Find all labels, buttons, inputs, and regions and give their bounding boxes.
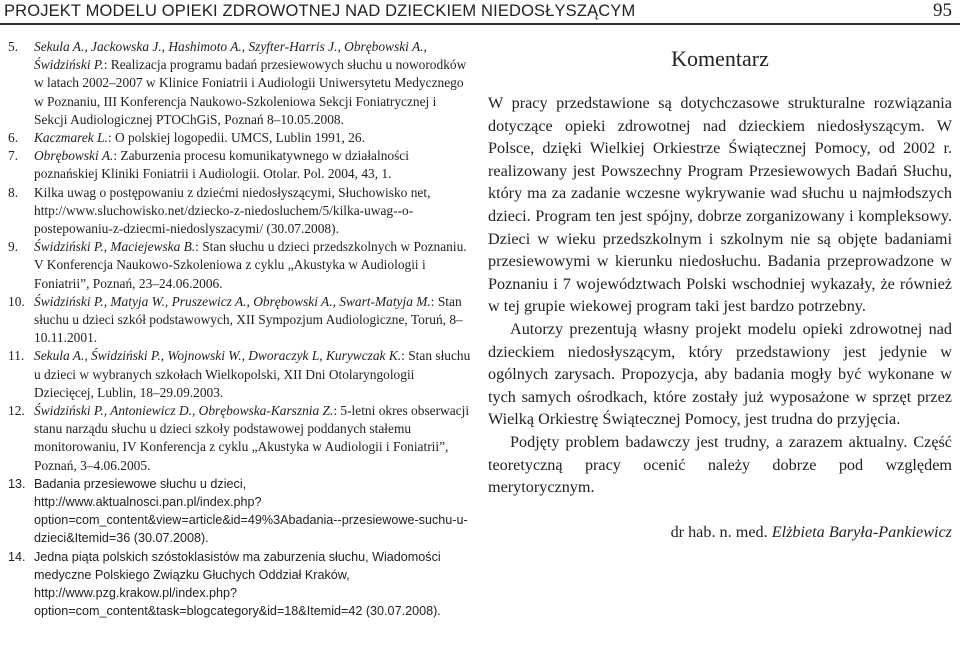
reference-item	[8, 238, 472, 293]
commentary-box	[488, 40, 952, 542]
reference-item	[8, 293, 472, 348]
commentary-paragraph-3: Podjęty problem badawczy jest trudny, a zarazem aktualny. Część teoretyczną pracy ocenić należy dobrze pod względem merytorycznym.	[488, 432, 952, 497]
commentary-title: Komentarz	[671, 46, 769, 71]
reference-number: 13.	[8, 476, 26, 491]
running-title: PROJEKT MODELU OPIEKI ZDROWOTNEJ NAD DZIECKIEM NIEDOSŁYSZĄCYM	[4, 2, 636, 20]
reference-number: 9.	[8, 239, 19, 255]
reference-authors: Obrębowski A.	[34, 148, 114, 164]
header-rule	[0, 23, 960, 25]
reference-text: : O polskiej logopedii. UMCS, Lublin 1991, 26.	[107, 130, 365, 146]
reference-item	[8, 184, 472, 239]
reference-item	[8, 147, 472, 183]
signature-prefix: dr hab. n. med.	[670, 522, 768, 541]
reference-text: Jedna piąta polskich szóstoklasistów ma zaburzenia słuchu, Wiadomości medyczne Polskiego Związku Głuchych Oddział Kraków, http://www.pzg.krakow.pl/index.php?option=com_content&task=blogcategory&id=18&Itemid=42 (30.07.2008).	[34, 549, 441, 619]
reference-number: 11.	[8, 348, 25, 364]
reference-item	[8, 347, 472, 402]
reference-authors: Kaczmarek L.	[34, 130, 108, 146]
reference-text: : Stan słuchu u dzieci w wybranych szkołach Wielkopolski, XII Dni Otolaryngologii Dziecięcej, Lublin, 18–29.09.2003.	[34, 348, 471, 400]
reference-item	[8, 402, 472, 475]
page-header	[0, 0, 960, 24]
reference-text: : Realizacja programu badań przesiewowych słuchu u noworodków w latach 2002–2007 w Klinice Foniatrii i Audiologii Uniwersytetu Medycznego w Poznaniu, III Konferencja Naukowo-Szkoleniowa Sekcji Foniatrycznej i Sekcji Audiologicznej PTOChGiS, Poznań 8–10.05.2008.	[34, 57, 467, 127]
reference-number: 6.	[8, 130, 19, 146]
reference-authors: Świdziński P., Antoniewicz D., Obrębowska-Karsznia Z.	[34, 403, 334, 419]
reference-number: 5.	[8, 39, 19, 54]
reference-text: Badania przesiewowe słuchu u dzieci, http://www.aktualnosci.pan.pl/index.php?option=com_content&view=article&id=49%3Abadania--przesiewowe-suchu-u-dzieci&Itemid=36 (30.07.2008).	[34, 476, 468, 546]
reference-authors: Sekula A., Świdziński P., Wojnowski W., Dworaczyk L, Kurywczak K.	[34, 348, 402, 364]
reference-number: 10.	[8, 293, 25, 309]
signature-name: Elżbieta Baryła-Pankiewicz	[771, 522, 952, 541]
reference-authors: Świdziński P., Matyja W., Pruszewicz A., Obrębowski A., Swart-Matyja M.	[34, 293, 431, 309]
reference-text: : Stan słuchu u dzieci szkół podstawowych, XII Sympozjum Audiologiczne, Toruń, 8–10.11.2001.	[34, 293, 463, 346]
reference-authors: Sekula A., Jackowska J., Hashimoto A., Szyfter-Harris J., Obrębowski A., Świdziński P.	[34, 39, 427, 73]
reference-number: 7.	[8, 148, 19, 164]
signature	[488, 523, 952, 542]
references-list	[8, 38, 472, 621]
reference-authors: Świdziński P., Maciejewska B.	[34, 239, 196, 255]
reference-number: 8.	[8, 184, 19, 200]
reference-text: : Zaburzenia procesu komunikatywnego w działalności poznańskiej Kliniki Foniatrii i Audiologii. Otolar. Pol. 2004, 43, 1.	[34, 148, 409, 182]
commentary-paragraph-1: W pracy przedstawione są dotychczasowe strukturalne rozwiązania dotyczące opieki zdrowotnej nad dzieckiem niedosłyszącym. W Polsce, dzięki Wielkiej Orkiestrze Świątecznej Pomocy, od 2002 r. realizowany jest Powszechny Program Przesiewowych Badań Słuchu, który ma za zadanie wczesne wykrywanie wad słuchu u najmłodszych dzieci. Program ten jest spójny, dobrze zorganizowany i kompleksowy. Dzieci w wieku przedszkolnym i szkolnym nie są objęte badaniami przesiewowymi w kierunku niedosłuchu. Badania przeprowadzone w Poznaniu i 7 województwach Polski wschodniej wykazały, że również w tej grupie wiekowej program taki jest bardzo potrzebny.	[488, 94, 952, 316]
reference-number: 12.	[8, 403, 25, 419]
reference-number: 14.	[8, 549, 26, 564]
reference-text: Kilka uwag o postępowaniu z dziećmi niedosłyszącymi, Słuchowisko net, http://www.sluchowisko.net/dziecko-z-niedosluchem/5/kilka-uwag--o-postepowaniu-z-dziecmi-niedoslyszacymi/ (30.07.2008).	[34, 184, 431, 237]
commentary-paragraph-2: Autorzy prezentują własny projekt modelu opieki zdrowotnej nad dzieckiem niedosłyszącym, który przedstawiony jest jedynie w ogólnych zarysach. Propozycja, aby badania mogły być wykonane w tych samych ośrodkach, które zostały już wyposażone w sprzęt przez Wielką Orkiestrę Świątecznej Pomocy, jest trudna do przyjęcia.	[488, 319, 952, 429]
reference-item	[8, 38, 472, 129]
reference-text: : Stan słuchu u dzieci przedszkolnych w Poznaniu. V Konferencja Naukowo-Szkoleniowa z cyklu „Akustyka w Audiologii i Foniatrii”, Poznań, 23–24.06.2006.	[34, 239, 467, 291]
reference-text: : 5-letni okres obserwacji stanu narządu słuchu u dzieci szkoły podstawowej poddanych stałemu monitorowaniu, IV Konferencja z cyklu „Akustyka w Audiologii i Foniatrii”, Poznań, 3–4.06.2005.	[34, 403, 470, 473]
reference-item	[8, 475, 472, 548]
page-number: 95	[933, 0, 952, 21]
reference-item	[8, 129, 472, 147]
reference-item	[8, 548, 472, 621]
